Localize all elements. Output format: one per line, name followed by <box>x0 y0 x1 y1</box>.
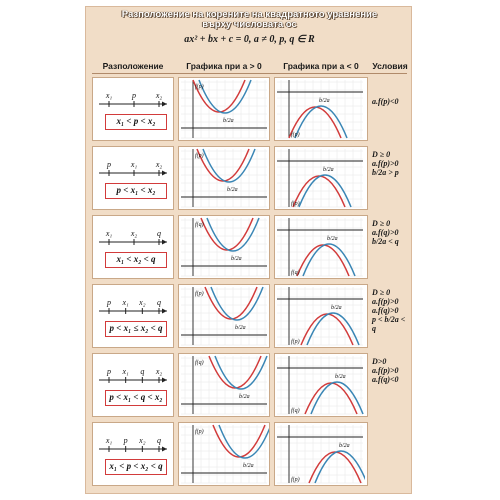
vertex-label: b/2a <box>239 394 250 400</box>
axis-tick-label: q <box>140 367 145 376</box>
vertex-label: b/2a <box>339 443 350 449</box>
graph-cell-positive <box>178 77 270 141</box>
parabola-graph <box>275 354 365 416</box>
number-line-cell <box>92 215 174 279</box>
inequality-box: p < x₁ < x₂ <box>105 183 167 199</box>
graph-cell-negative <box>274 215 368 279</box>
vertex-label: b/2a <box>243 463 254 469</box>
function-value-label: f(p) <box>195 429 204 435</box>
axis-tick-label: q <box>157 436 161 445</box>
parabola-graph <box>179 147 269 209</box>
graph-cell-positive <box>178 215 270 279</box>
function-value-label: f(p) <box>195 153 204 159</box>
parabola-graph <box>275 147 365 209</box>
title-line-2: върху числовата ос <box>202 19 297 30</box>
number-line-cell <box>92 284 174 348</box>
conditions-text: D ≥ 0 a.f(p)>0 b/2a > p <box>372 150 399 177</box>
axis-tick-label: x₁ <box>130 160 138 169</box>
parabola-graph <box>275 216 365 278</box>
inequality-box: x₁ < p < x₂ < q <box>105 459 167 475</box>
table-row <box>86 77 413 147</box>
graph-cell-positive <box>178 422 270 486</box>
vertex-label: b/2a <box>331 305 342 311</box>
poster-title <box>86 10 413 30</box>
axis-tick-label: x₁ <box>122 298 129 307</box>
parabola-graph <box>179 216 269 278</box>
parabola-graph <box>179 285 269 347</box>
axis-tick-label: x₂ <box>155 160 163 169</box>
vertex-label: b/2a <box>235 325 246 331</box>
graph-cell-negative <box>274 353 368 417</box>
function-value-label: f(p) <box>291 339 300 345</box>
function-value-label: f(p) <box>195 84 204 90</box>
graph-cell-positive <box>178 284 270 348</box>
table-row <box>86 284 413 354</box>
function-value-label: f(q) <box>291 408 300 414</box>
axis-tick-label: p <box>107 160 111 169</box>
axis-tick-label: p <box>107 298 111 307</box>
header-conditions: Условия <box>372 61 408 71</box>
number-line <box>93 220 173 254</box>
inequality-box: p < x₁ < q < x₂ <box>105 390 167 406</box>
vertex-label: b/2a <box>223 118 234 124</box>
graph-cell-negative <box>274 422 368 486</box>
number-line-cell <box>92 353 174 417</box>
inequality-box: p < x₁ ≤ x₂ < q <box>105 321 167 337</box>
axis-tick-label: p <box>132 91 136 100</box>
number-line-cell <box>92 422 174 486</box>
number-line <box>93 358 173 392</box>
function-value-label: f(q) <box>195 360 204 366</box>
poster <box>85 6 412 494</box>
number-line <box>93 82 173 116</box>
table-row <box>86 215 413 285</box>
header-graph-negative: Графика при a < 0 <box>283 61 359 71</box>
axis-tick-label: x₂ <box>155 91 163 100</box>
vertex-label: b/2a <box>327 236 338 242</box>
header-divider <box>92 73 407 74</box>
number-line <box>93 427 173 461</box>
vertex-label: b/2a <box>335 374 346 380</box>
table-row <box>86 422 413 492</box>
function-value-label: f(q) <box>195 222 204 228</box>
graph-cell-positive <box>178 353 270 417</box>
axis-tick-label: p <box>123 436 128 445</box>
number-line <box>93 289 173 323</box>
axis-tick-label: x₁ <box>105 91 113 100</box>
equation-formula: ax² + bx + c = 0, a ≠ 0, p, q ∈ R <box>184 34 315 45</box>
conditions-text: D>0 a.f(p)>0 a.f(q)<0 <box>372 357 399 384</box>
conditions-text: a.f(p)<0 <box>372 97 399 106</box>
parabola-graph <box>275 285 365 347</box>
header-position: Разположение <box>102 61 164 71</box>
axis-tick-label: x₂ <box>139 298 146 307</box>
graph-cell-negative <box>274 77 368 141</box>
axis-tick-label: x₂ <box>155 367 163 376</box>
graph-cell-negative <box>274 146 368 210</box>
table-row <box>86 353 413 423</box>
inequality-box: x₁ < p < x₂ <box>105 114 167 130</box>
axis-tick-label: q <box>157 229 161 238</box>
vertex-label: b/2a <box>227 187 238 193</box>
parabola-graph <box>179 423 269 485</box>
axis-tick-label: x₁ <box>105 436 113 445</box>
function-value-label: f(p) <box>195 291 204 297</box>
conditions-text: D ≥ 0 a.f(q)>0 b/2a < q <box>372 219 399 246</box>
number-line-cell <box>92 77 174 141</box>
function-value-label: f(q) <box>291 270 300 276</box>
title-line-1: Разположение на корените на квадратното уравнение <box>121 9 378 20</box>
number-line-cell <box>92 146 174 210</box>
vertex-label: b/2a <box>319 98 330 104</box>
parabola-blue <box>219 425 269 458</box>
parabola-graph <box>275 78 365 140</box>
parabola-graph <box>179 354 269 416</box>
axis-tick-label: x₁ <box>105 229 113 238</box>
number-line <box>93 151 173 185</box>
axis-tick-label: x₂ <box>139 436 146 445</box>
axis-tick-label: x₂ <box>130 229 138 238</box>
table-row <box>86 146 413 216</box>
axis-tick-label: x₁ <box>122 367 129 376</box>
function-value-label: f(p) <box>291 477 300 483</box>
axis-tick-label: p <box>107 367 111 376</box>
function-value-label: f(p) <box>291 132 300 138</box>
parabola-graph <box>275 423 365 485</box>
header-graph-positive: Графика при a > 0 <box>186 61 262 71</box>
graph-cell-positive <box>178 146 270 210</box>
conditions-text: D ≥ 0 a.f(p)>0 a.f(q)>0 p < b/2a < q <box>372 288 406 333</box>
axis-tick-label: q <box>157 298 161 307</box>
vertex-label: b/2a <box>323 167 334 173</box>
inequality-box: x₁ < x₂ < q <box>105 252 167 268</box>
function-value-label: f(p) <box>291 201 300 207</box>
parabola-graph <box>179 78 269 140</box>
vertex-label: b/2a <box>231 256 242 262</box>
graph-cell-negative <box>274 284 368 348</box>
